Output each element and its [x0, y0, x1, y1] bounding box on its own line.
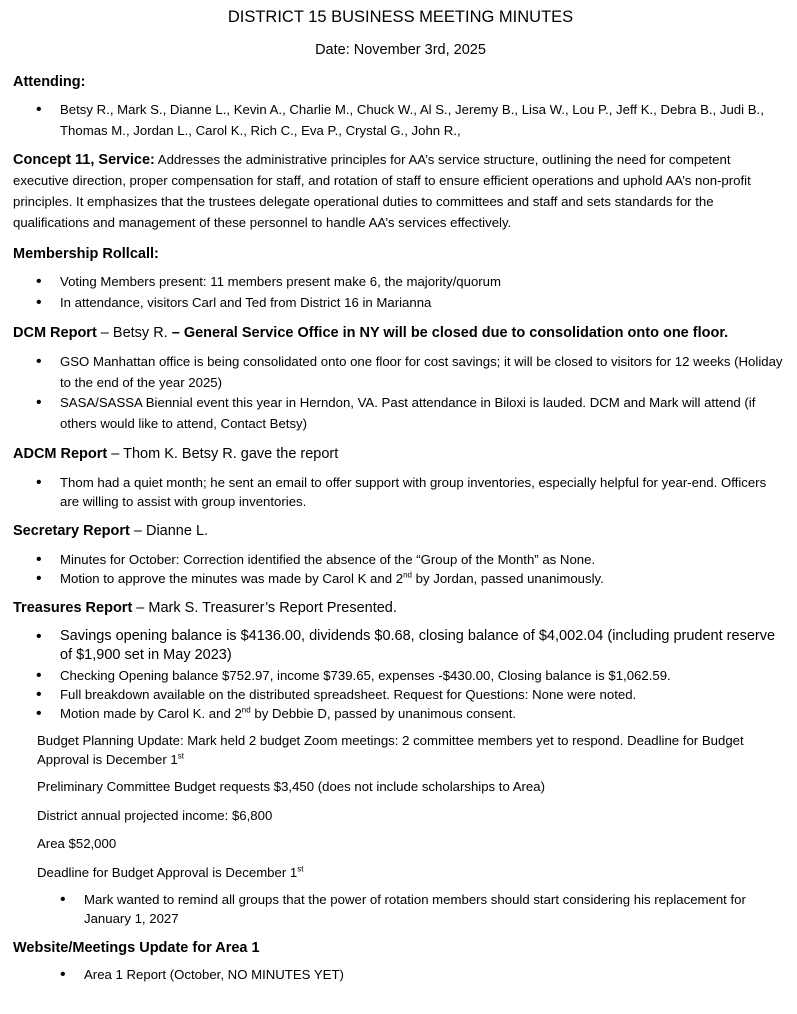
dcm-label: DCM Report — [13, 325, 97, 342]
secretary-label: Secretary Report — [13, 523, 130, 540]
website-list — [13, 965, 788, 986]
item-text: by Jordan, passed unanimously. — [411, 571, 604, 587]
treasurer-label: Treasures Report — [13, 600, 133, 617]
attending-section — [13, 71, 788, 141]
list-item: • Full breakdown available on the distributed spreadsheet. Request for Questions: None were noted. — [13, 685, 788, 704]
list-item: • SASA/SASSA Biennial event this year in Herndon, VA. Past attendance in Biloxi is lauded. DCM and Mark will attend (if others would like to attend, Contact Betsy) — [13, 393, 788, 434]
projected-income: District annual projected income: $6,800 — [37, 807, 273, 823]
meeting-date: Date: November 3rd, 2025 — [315, 42, 486, 58]
website-section — [13, 937, 788, 986]
list-item — [13, 704, 788, 724]
website-heading: Website/Meetings Update for Area 1 — [13, 940, 260, 957]
dcm-heading — [13, 322, 788, 344]
secretary-section — [13, 520, 788, 588]
area-budget: Area $52,000 — [37, 836, 117, 852]
concept-heading: Concept 11, Service: — [13, 152, 155, 168]
dcm-list — [13, 352, 788, 434]
attending-names: • Betsy R., Mark S., Dianne L., Kevin A., Charlie M., Chuck W., Al S., Jeremy B., Lisa W., Lou P., Jeff K., Debra B., Judi B., Thomas M., Jordan L., Carol K., Rich C., Eva P., Crystal G., John R., — [13, 100, 788, 141]
preliminary-budget: Preliminary Committee Budget requests $3,450 (does not include scholarships to Area) — [37, 779, 545, 795]
list-item: • Savings opening balance is $4136.00, dividends $0.68, closing balance of $4,002.04 (including prudent reserve of $1,900 set in May 2023) — [13, 627, 788, 665]
list-item: • Thom had a quiet month; he sent an email to offer support with group inventories, especially helpful for year-end. Officers are willing to assist with group inventories. — [13, 473, 788, 511]
dcm-headline: General Service Office in NY will be closed due to consolidation onto one floor. — [183, 325, 729, 342]
secretary-heading — [13, 520, 788, 542]
adcm-dash: – — [107, 446, 124, 463]
concept-text: Addresses the administrative principles for AA’s service structure, outlining the need for competent executive direction, proper compensation for staff, and rotation of staff to ensure efficient operations and uphold AA’s non-profit principles. It emphasizes that the trustees delegate operational duties to committees and staff and sets standards for the qualifications and management of these personnel to handle AA’s services effectively. — [13, 152, 751, 230]
treasurer-section — [13, 597, 788, 928]
secretary-text: Dianne L. — [145, 523, 209, 540]
rollcall-section — [13, 243, 788, 313]
ordinal-suffix: st — [297, 864, 304, 874]
ordinal-suffix: nd — [241, 706, 251, 715]
treasurer-text: Mark S. Treasurer’s Report Presented. — [148, 600, 397, 617]
attending-list — [13, 100, 788, 141]
ordinal-suffix: nd — [403, 571, 412, 580]
dcm-dash: – — [96, 325, 113, 342]
budget-deadline — [13, 863, 788, 884]
treasurer-heading — [13, 597, 788, 619]
ordinal-suffix: st — [177, 752, 184, 761]
list-item: • Checking Opening balance $752.97, income $739.65, expenses -$430.00, Closing balance is $1,062.59. — [13, 666, 788, 685]
list-item: • GSO Manhattan office is being consolidated onto one floor for cost savings; it will be closed to visitors for 12 weeks (Holiday to the end of the year 2025) — [13, 352, 788, 393]
list-item: • Mark wanted to remind all groups that the power of rotation members should start considering his replacement for January 1, 2027 — [13, 891, 788, 928]
minutes-document — [13, 0, 788, 986]
treasurer-dash: – — [132, 600, 149, 617]
item-text: Motion made by Carol K. and 2 — [60, 706, 242, 722]
dcm-dash: – — [167, 325, 184, 342]
rollcall-heading: Membership Rollcall: — [13, 246, 159, 263]
treasurer-list — [13, 627, 788, 724]
dcm-person: Betsy R. — [112, 325, 168, 342]
adcm-section — [13, 443, 788, 511]
list-item — [13, 569, 788, 588]
adcm-label: ADCM Report — [13, 446, 108, 463]
adcm-text: Thom K. Betsy R. gave the report — [123, 446, 339, 463]
adcm-list — [13, 473, 788, 511]
deadline-text: Deadline for Budget Approval is December 1 — [37, 864, 298, 880]
dcm-section — [13, 322, 788, 434]
adcm-heading — [13, 443, 788, 465]
budget-planning — [13, 731, 788, 769]
list-item: • Area 1 Report (October, NO MINUTES YET) — [13, 965, 788, 986]
list-item: • In attendance, visitors Carl and Ted from District 16 in Marianna — [13, 293, 788, 314]
budget-text: Budget Planning Update: Mark held 2 budget Zoom meetings: 2 committee members yet to respond. Deadline for Budget Approval is December 1 — [37, 733, 744, 768]
list-item: • Minutes for October: Correction identified the absence of the “Group of the Month” as None. — [13, 550, 788, 569]
attending-heading: Attending: — [13, 74, 86, 90]
secretary-list — [13, 550, 788, 588]
list-item: • Voting Members present: 11 members present make 6, the majority/quorum — [13, 272, 788, 293]
rotation-list — [13, 891, 788, 928]
document-title: DISTRICT 15 BUSINESS MEETING MINUTES — [227, 8, 574, 26]
item-text: Motion to approve the minutes was made by Carol K and 2 — [60, 571, 404, 587]
secretary-dash: – — [129, 523, 146, 540]
rollcall-list — [13, 272, 788, 313]
item-text: by Debbie D, passed by unanimous consent. — [250, 706, 517, 722]
concept-paragraph — [13, 150, 788, 233]
